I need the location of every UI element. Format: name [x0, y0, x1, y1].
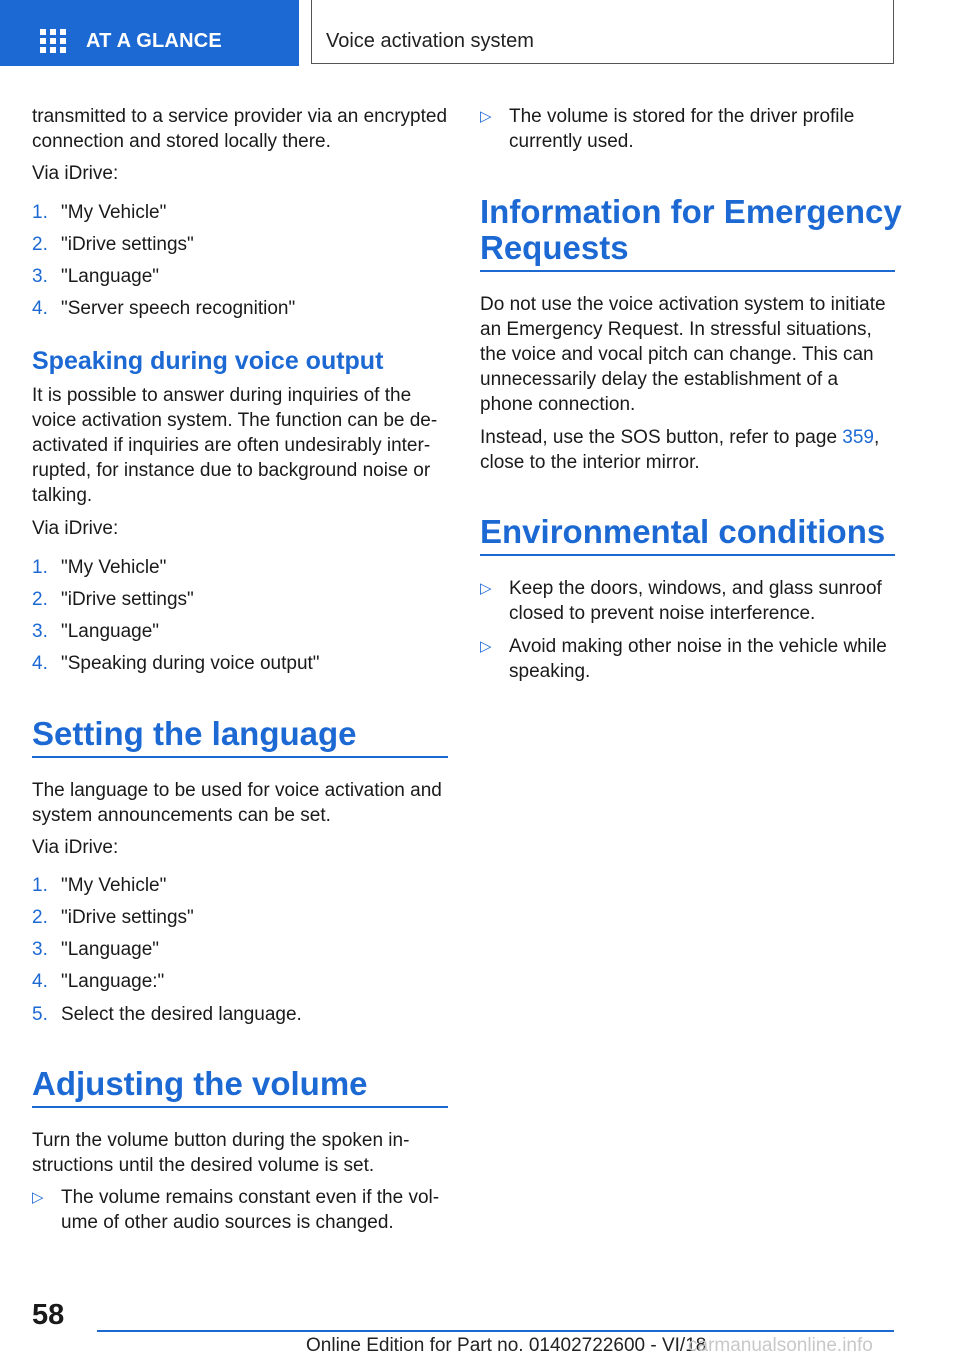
volume-text: Turn the volume button during the spoken in‐: [32, 1130, 410, 1151]
bullet-text: The volume is stored for the driver profile: [509, 106, 855, 127]
via-idrive-label: Via iDrive:: [32, 518, 119, 539]
heading-rule: [32, 756, 448, 758]
heading-rule: [480, 554, 895, 556]
bullet-text: ume of other audio sources is changed.: [61, 1212, 394, 1233]
emergency-text: an Emergency Request. In stressful situations,: [480, 319, 872, 340]
list-number: 3.: [32, 939, 48, 960]
emergency-text: unnecessarily delay the establishment of a: [480, 369, 839, 390]
list-number: 2.: [32, 234, 48, 255]
list-text: "My Vehicle": [61, 557, 167, 578]
bullet-text: The volume remains constant even if the vol‐: [61, 1187, 440, 1208]
list-number: 4.: [32, 298, 48, 319]
list-text: "Language": [61, 621, 160, 642]
list-text: "My Vehicle": [61, 875, 167, 896]
list-text: "Server speech recognition": [61, 298, 296, 319]
triangle-bullet-icon: ▷: [480, 638, 492, 655]
bullet-text: Avoid making other noise in the vehicle while: [509, 636, 887, 657]
list-text: "Language:": [61, 971, 165, 992]
speaking-text: activated if inquiries are often undesirably inter‐: [32, 435, 431, 456]
page-title: Voice activation system: [326, 30, 534, 52]
grid-icon: [40, 29, 67, 53]
sos-text-prefix: Instead, use the SOS button, refer to page: [480, 427, 843, 448]
language-heading: Setting the language: [32, 715, 357, 752]
speaking-text: talking.: [32, 485, 93, 506]
footer-edition: Online Edition for Part no. 01402722600 - VI/18: [306, 1335, 707, 1356]
bullet-text: speaking.: [509, 661, 591, 682]
volume-heading: Adjusting the volume: [32, 1065, 368, 1102]
header-tab-at-a-glance[interactable]: [0, 0, 299, 66]
intro-text: connection and stored locally there.: [32, 131, 331, 152]
bullet-text: closed to prevent noise interference.: [509, 603, 816, 624]
via-idrive-label: Via iDrive:: [32, 837, 119, 858]
heading-rule: [480, 270, 895, 272]
page-number: 58: [32, 1299, 65, 1331]
speaking-text: voice activation system. The function can be de‐: [32, 410, 438, 431]
sos-text: close to the interior mirror.: [480, 452, 700, 473]
speaking-text: It is possible to answer during inquiries of the: [32, 385, 412, 406]
list-number: 4.: [32, 653, 48, 674]
list-text: "Language": [61, 939, 160, 960]
list-text: "My Vehicle": [61, 202, 167, 223]
list-text: "iDrive settings": [61, 907, 194, 928]
list-number: 2.: [32, 589, 48, 610]
language-text: system announcements can be set.: [32, 805, 331, 826]
header-title-box: [311, 0, 894, 64]
bullet-text: currently used.: [509, 131, 634, 152]
list-text: "iDrive settings": [61, 589, 194, 610]
page-link-359[interactable]: 359: [842, 427, 874, 448]
header-tab-label: AT A GLANCE: [86, 30, 222, 52]
emergency-text: the voice and vocal pitch can change. This can: [480, 344, 874, 365]
list-number: 3.: [32, 266, 48, 287]
triangle-bullet-icon: ▷: [32, 1189, 44, 1206]
list-number: 1.: [32, 557, 48, 578]
environment-heading: Environmental conditions: [480, 513, 886, 550]
triangle-bullet-icon: ▷: [480, 580, 492, 597]
emergency-heading: Requests: [480, 229, 629, 266]
watermark: carmanualsonline.info: [688, 1335, 873, 1356]
sos-text: [480, 425, 879, 450]
language-text: The language to be used for voice activation and: [32, 780, 442, 801]
triangle-bullet-icon: ▷: [480, 108, 492, 125]
list-text: Select the desired language.: [61, 1004, 302, 1025]
list-number: 5.: [32, 1004, 48, 1025]
speaking-heading: Speaking during voice output: [32, 347, 384, 375]
list-text: "Speaking during voice output": [61, 653, 320, 674]
list-number: 1.: [32, 875, 48, 896]
emergency-text: phone connection.: [480, 394, 636, 415]
emergency-text: Do not use the voice activation system to initiate: [480, 294, 886, 315]
sos-text-suffix: ,: [874, 427, 880, 448]
list-number: 2.: [32, 907, 48, 928]
list-text: "iDrive settings": [61, 234, 194, 255]
list-text: "Language": [61, 266, 160, 287]
footer-rule: [97, 1330, 894, 1332]
volume-text: structions until the desired volume is set.: [32, 1155, 375, 1176]
heading-rule: [32, 1106, 448, 1108]
speaking-text: rupted, for instance due to background noise or: [32, 460, 431, 481]
emergency-heading: Information for Emergency: [480, 193, 902, 230]
list-number: 4.: [32, 971, 48, 992]
via-idrive-label: Via iDrive:: [32, 163, 119, 184]
list-number: 3.: [32, 621, 48, 642]
intro-text: transmitted to a service provider via an encrypted: [32, 106, 448, 127]
bullet-text: Keep the doors, windows, and glass sunroof: [509, 578, 882, 599]
list-number: 1.: [32, 202, 48, 223]
